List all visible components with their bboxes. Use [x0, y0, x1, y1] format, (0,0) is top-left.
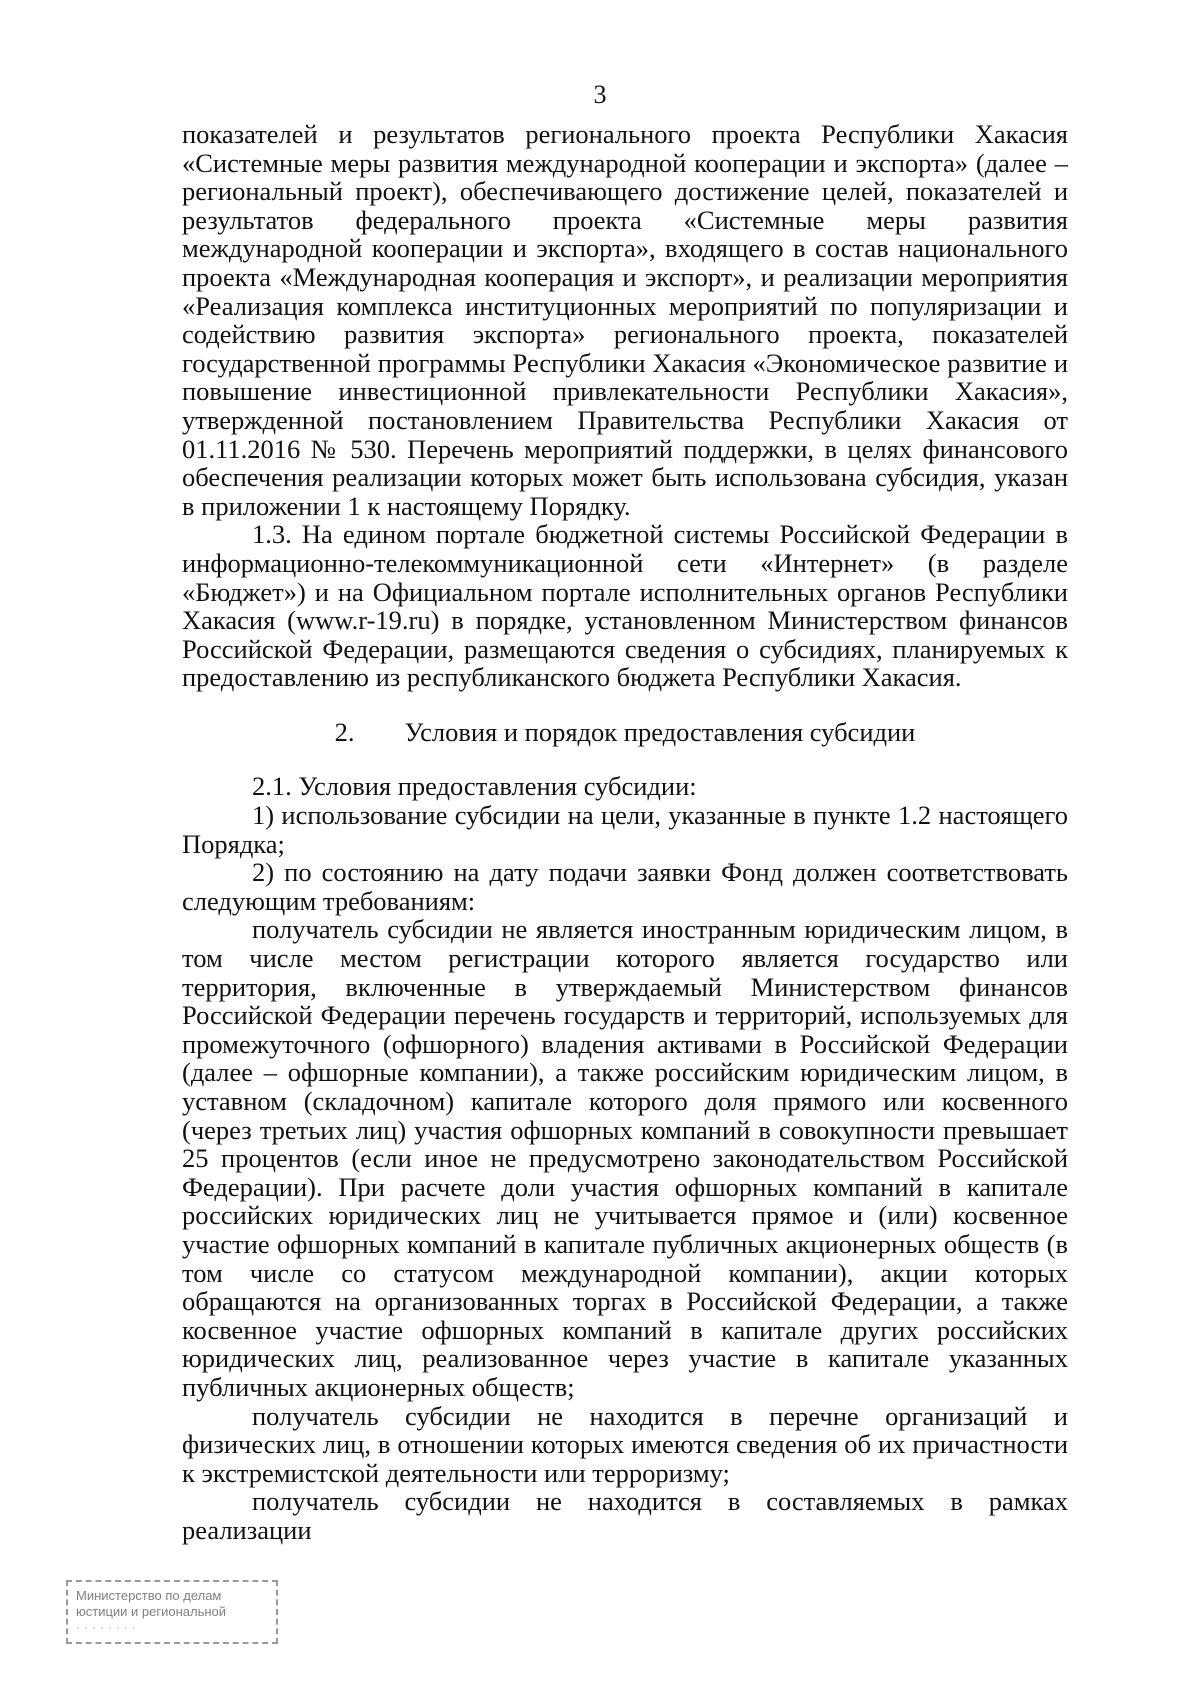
paragraph-1-3: 1.3. На едином портале бюджетной системы Российской Федерации в информационно-телекоммуникационной сети «Интернет» (в разделе «Бюджет») и на Официальном портале исполнительных органов Республики Хакасия (www.r-19.ru) в порядке, установленном Министерством финансов Российской Федерации, размещаются сведения о субсидиях, планируемых к предоставлению из республиканского бюджета Республики Хакасия. — [182, 519, 1068, 693]
paragraph-last-line: получатель субсидии не находится в составляемых в рамках реализации — [182, 1486, 1068, 1545]
stamp-line-2: юстиции и региональной — [76, 1604, 227, 1619]
paragraph-2-1-item-1: 1) использование субсидии на цели, указанные в пункте 1.2 настоящего Порядка; — [182, 800, 1068, 859]
stamp-line-3: · · · · · · · · — [76, 1620, 136, 1635]
page-number: 3 — [593, 80, 607, 109]
section-2-title: Условия и порядок предоставления субсидии — [404, 716, 916, 747]
paragraph-2-1: 2.1. Условия предоставления субсидии: — [252, 771, 697, 802]
paragraph-extremism-requirement: получатель субсидии не находится в перечне организаций и физических лиц, в отношении которых имеются сведения об их причастности к экстремистской деятельности или терроризму; — [182, 1400, 1068, 1488]
stamp-line-1: Министерство по делам — [76, 1588, 222, 1603]
paragraph-2-1-item-2: 2) по состоянию на дату подачи заявки Фонд должен соответствовать следующим требованиям: — [182, 857, 1068, 916]
document-body — [182, 120, 1068, 1545]
section-2-number: 2. — [334, 716, 355, 747]
paragraph-regional-project: показателей и результатов регионального проекта Республики Хакасия «Системные меры развития международной кооперации и экспорта» (далее – региональный проект), обеспечивающего достижение целей, показателей и результатов федерального проекта «Системные меры развития международной кооперации и экспорта», входящего в состав национального проекта «Международная кооперация и экспорт», и реализации мероприятия «Реализация комплекса институционных мероприятий по популяризации и содействию развития экспорта» регионального проекта, показателей государственной программы Республики Хакасия «Экономическое развитие и повышение инвестиционной привлекательности Республики Хакасия», утвержденной постановлением Правительства Республики Хакасия от 01.11.2016 № 530. Перечень мероприятий поддержки, в целях финансового обеспечения реализации которых может быть использована субсидия, указан в приложении 1 к настоящему Порядку. — [182, 119, 1068, 521]
paragraph-offshore-requirement: получатель субсидии не является иностранным юридическим лицом, в том числе местом регистрации которого является государство или территория, включенные в утверждаемый Министерством финансов Российской Федерации перечень государств и территорий, используемых для промежуточного (офшорного) владения активами в Российской Федерации (далее – офшорные компании), а также российским юридическим лицом, в уставном (складочном) капитале которого доля прямого или косвенного (через третьих лиц) участия офшорных компаний в совокупности превышает 25 процентов (если иное не предусмотрено законодательством Российской Федерации). При расчете доли участия офшорных компаний в капитале российских юридических лиц не учитывается прямое и (или) косвенное участие офшорных компаний в капитале публичных акционерных обществ (в том числе со статусом международной компании), акции которых обращаются на организованных торгах в Российской Федерации, а также косвенное участие офшорных компаний в капитале других российских юридических лиц, реализованное через участие в капитале указанных публичных акционерных обществ; — [182, 914, 1068, 1402]
ministry-stamp — [66, 1580, 278, 1644]
section-2-heading — [182, 718, 1068, 747]
